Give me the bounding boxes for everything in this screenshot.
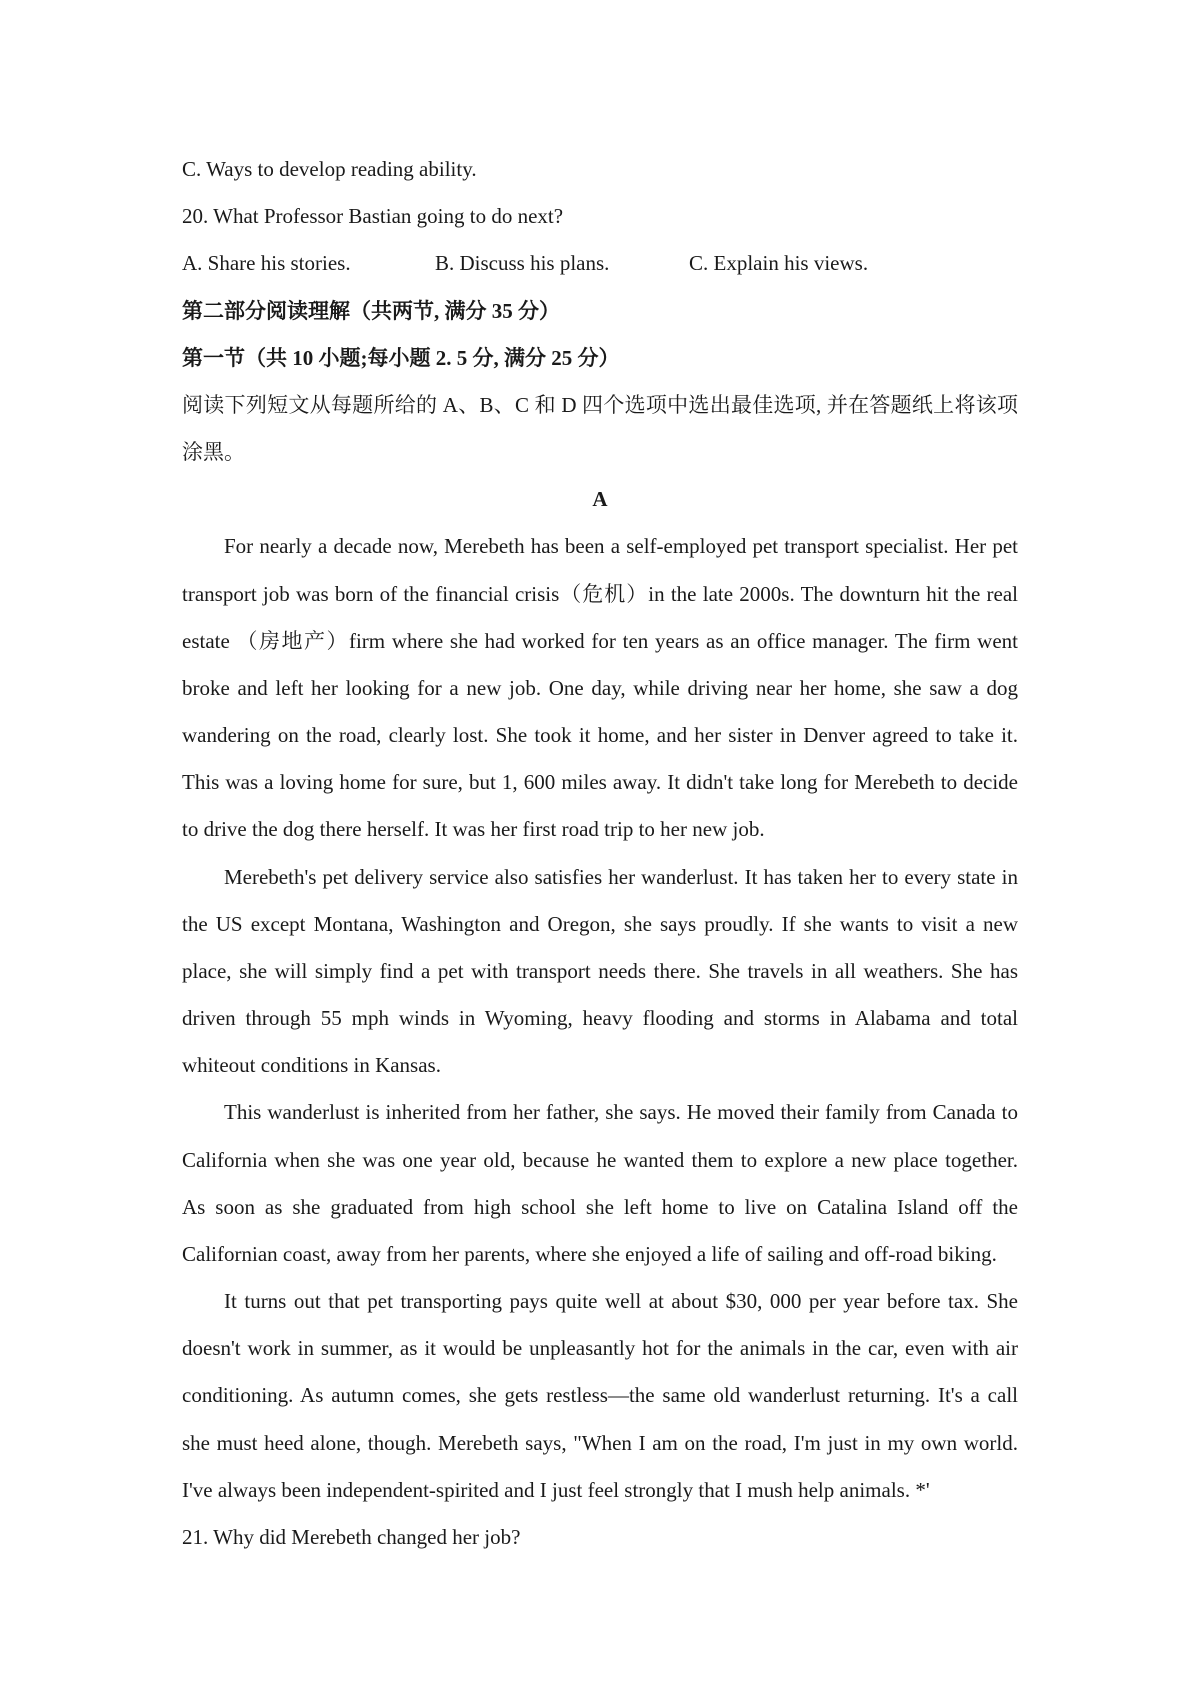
passage-paragraph-1 xyxy=(182,523,1018,853)
paragraph-line: As soon as she graduated from high school she left home to live on Catalina Island off the xyxy=(182,1194,1018,1219)
paragraph-line: transport job was born of the financial crisis（危机）in the late 2000s. The downturn hit the real xyxy=(182,581,1018,606)
question-20-stem: 20. What Professor Bastian going to do next? xyxy=(182,204,564,229)
passage-paragraph-2 xyxy=(182,854,1018,1090)
paragraph-line: doesn't work in summer, as it would be unpleasantly hot for the animals in the car, even with air xyxy=(182,1336,1018,1361)
section-heading: 第一节（共 10 小题;每小题 2. 5 分, 满分 25 分） xyxy=(182,345,620,370)
instructions-line-1: 阅读下列短文从每题所给的 A、B、C 和 D 四个选项中选出最佳选项, 并在答题纸上将该项 xyxy=(182,392,1018,417)
paragraph-line: estate （房地产）firm where she had worked for ten years as an office manager. The firm went xyxy=(182,628,1018,653)
paragraph-line: she must heed alone, though. Merebeth says, "When I am on the road, I'm just in my own world. xyxy=(182,1430,1018,1455)
passage-paragraph-4 xyxy=(182,1278,1018,1514)
question-20-option-b: B. Discuss his plans. xyxy=(435,251,610,276)
paragraph-line: This was a loving home for sure, but 1, 600 miles away. It didn't take long for Merebeth to decide xyxy=(182,770,1018,795)
paragraph-line: broke and left her looking for a new job. One day, while driving near her home, she saw a dog xyxy=(182,675,1018,700)
paragraph-line: For nearly a decade now, Merebeth has been a self-employed pet transport specialist. Her pet xyxy=(224,534,1018,559)
question-20-options xyxy=(182,240,1018,287)
paragraph-line: Californian coast, away from her parents, where she enjoyed a life of sailing and off-road biking. xyxy=(182,1241,997,1266)
passage-label: A xyxy=(592,487,608,512)
paragraph-line: Merebeth's pet delivery service also satisfies her wanderlust. It has taken her to every state in xyxy=(224,864,1018,889)
paragraph-line: I've always been independent-spirited and I just feel strongly that I mush help animals. *' xyxy=(182,1477,930,1502)
paragraph-line: California when she was one year old, because he wanted them to explore a new place together. xyxy=(182,1147,1018,1172)
paragraph-line: place, she will simply find a pet with transport needs there. She travels in all weathers. She has xyxy=(182,958,1018,983)
paragraph-line: whiteout conditions in Kansas. xyxy=(182,1053,441,1078)
document-page xyxy=(182,146,1018,1561)
paragraph-line: This wanderlust is inherited from her father, she says. He moved their family from Canada to xyxy=(224,1100,1018,1125)
paragraph-line: to drive the dog there herself. It was her first road trip to her new job. xyxy=(182,817,765,842)
question-20-option-a: A. Share his stories. xyxy=(182,251,351,276)
passage-paragraph-3 xyxy=(182,1089,1018,1278)
paragraph-line: the US except Montana, Washington and Oregon, she says proudly. If she wants to visit a new xyxy=(182,911,1018,936)
instructions-line-2: 涂黑。 xyxy=(182,440,245,465)
paragraph-line: wandering on the road, clearly lost. She took it home, and her sister in Denver agreed to take it. xyxy=(182,723,1018,748)
paragraph-line: driven through 55 mph winds in Wyoming, heavy flooding and storms in Alabama and total xyxy=(182,1006,1018,1031)
part-heading: 第二部分阅读理解（共两节, 满分 35 分） xyxy=(182,298,560,323)
previous-question-option-c: C. Ways to develop reading ability. xyxy=(182,157,477,181)
question-21-stem: 21. Why did Merebeth changed her job? xyxy=(182,1524,521,1549)
question-20-option-c: C. Explain his views. xyxy=(689,251,869,276)
paragraph-line: conditioning. As autumn comes, she gets restless—the same old wanderlust returning. It's a call xyxy=(182,1383,1018,1408)
paragraph-line: It turns out that pet transporting pays quite well at about $30, 000 per year before tax. She xyxy=(224,1289,1018,1314)
